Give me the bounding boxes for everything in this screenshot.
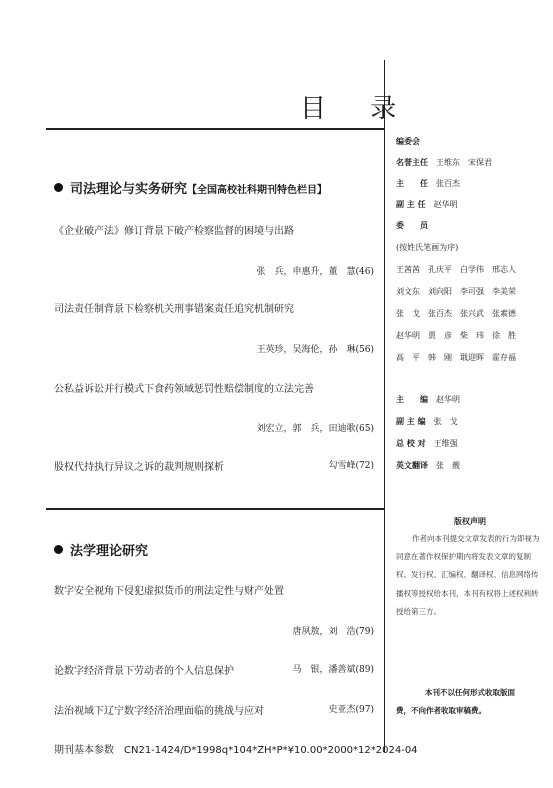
director: 主 任 张百杰 [396, 179, 460, 188]
deputy-editor: 副 主 编 张 戈 [396, 417, 458, 426]
section-name: 司法理论与实务研究 [70, 182, 188, 197]
english-translator: 英文翻译 张 靓 [396, 461, 460, 470]
article-authors-2: 王英珍，吴海伦，孙 琳(56) [256, 345, 374, 355]
article-title-7[interactable]: 法治视域下辽宁数字经济治理面临的挑战与应对 [54, 706, 264, 717]
article-authors-7: 史亚杰(97) [328, 705, 374, 715]
copyright-title: 版权声明 [454, 517, 486, 526]
article-authors-6: 马 银，潘善斌(89) [292, 665, 374, 675]
article-title-6[interactable]: 论数字经济背景下劳动者的个人信息保护 [54, 666, 234, 677]
article-title-3[interactable]: 公私益诉讼并行模式下食药领域惩罚性赔偿制度的立法完善 [54, 384, 314, 395]
fee-notice: 本刊不以任何形式收取版面 费，不向作者收取审稿费。 [396, 688, 515, 715]
article-title-4[interactable]: 股权代持执行异议之诉的裁判规则探析 [54, 462, 224, 473]
title-rule [46, 128, 384, 130]
members-label: 委 员 [396, 221, 428, 230]
section-name: 法学理论研究 [70, 544, 149, 559]
bullet-icon [54, 183, 63, 192]
section-subtitle: 【全国高校社科期刊特色栏目】 [187, 185, 328, 196]
article-title-5[interactable]: 数字安全视角下侵犯虚拟货币的刑法定性与财产处置 [54, 586, 284, 597]
article-title-2[interactable]: 司法责任制背景下检察机关刑事错案责任追究机制研究 [54, 304, 294, 315]
members-note: (按姓氏笔画为序) [396, 243, 459, 252]
members-row-5: 高 平 韩 刚 戢迎晖 霍存福 [396, 353, 516, 362]
chief-proofreader: 总 校 对 王维强 [396, 439, 458, 448]
members-row-1: 王茜茜 孔庆平 白学伟 邢志人 [396, 265, 516, 274]
section-divider [46, 508, 384, 510]
honorary-director: 名誉主任 王维东 宋保君 [396, 158, 492, 167]
members-row-3: 张 戈 张百杰 张兴武 张素德 [396, 309, 516, 318]
page-title: 目 录 [300, 94, 415, 124]
section-heading-judicial [54, 178, 327, 197]
copyright-body: 作者向本刊提交文章发表的行为即视为同意在著作权保护期内将发表文章的复制权、发行权、汇编权、翻译权、信息网络传播权等授权给本刊，本刊有权将上述权利转授给第三方。 [396, 534, 540, 616]
article-authors-4: 勾雪峰(72) [328, 461, 374, 471]
article-title-1[interactable]: 《企业破产法》修订背景下破产检察监督的困境与出路 [54, 226, 294, 237]
members-row-2: 刘文东 刘向阳 李可强 李美荣 [396, 287, 516, 296]
chief-editor: 主 编 赵华明 [396, 395, 460, 404]
journal-parameters: 期刊基本参数 CN21-1424/D*1998q*104*ZH*P*¥10.00*2000*12*2024-04 [54, 745, 418, 756]
column-divider [384, 60, 385, 752]
vice-director: 副 主 任 赵华明 [396, 200, 458, 209]
article-authors-1: 张 兵，申惠升，董 慧(46) [256, 267, 374, 277]
members-row-4: 赵华明 贾 彦 柴 玮 徐 胜 [396, 331, 516, 340]
section-heading-legal-theory [54, 540, 148, 559]
editorial-header: 编委会 [396, 137, 420, 146]
article-authors-5: 唐夙敖，刘 浩(79) [292, 627, 374, 637]
article-authors-3: 刘宏立，郭 兵，田迪歌(65) [256, 424, 374, 434]
bullet-icon [54, 545, 63, 554]
